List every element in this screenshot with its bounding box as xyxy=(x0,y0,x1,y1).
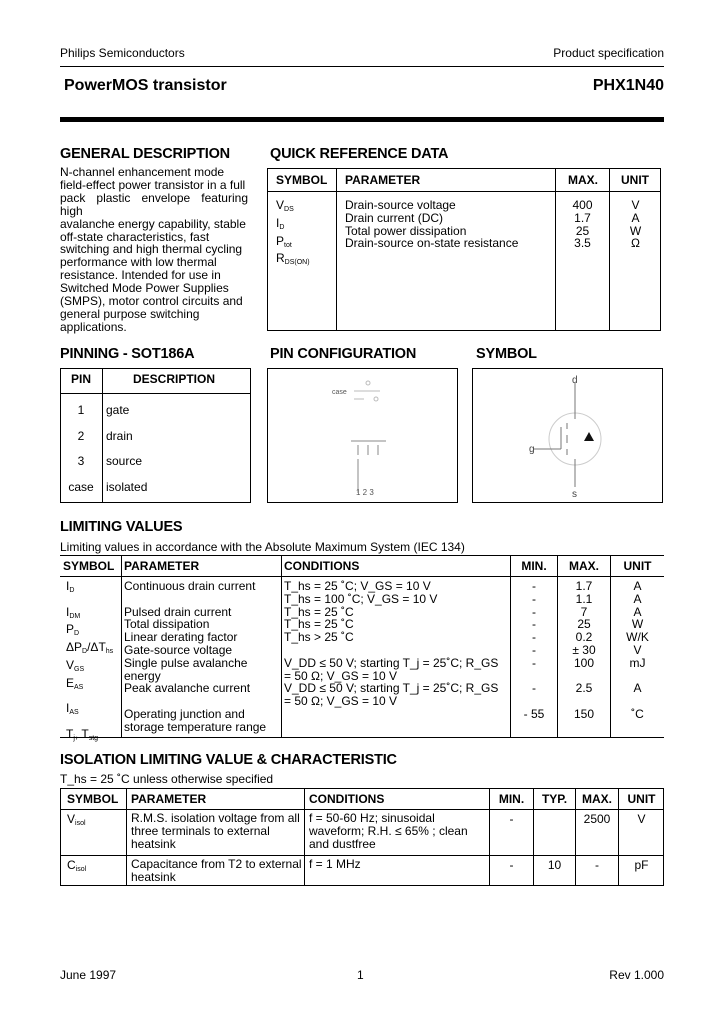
desc-line: off-state characteristics, fast xyxy=(60,229,210,244)
iso-col-unit: UNIT xyxy=(627,792,656,806)
qr-col-parameter: PARAMETER xyxy=(345,173,421,187)
pin-description: isolated xyxy=(106,479,148,494)
qr-max-values xyxy=(556,199,609,250)
lv-symbol: $V_{GS}$ xyxy=(66,657,85,673)
lv-condition: V_DD ≤ 50 V; starting T_j = 25˚C; R_GS = 50 Ω; V_GS = 10 V xyxy=(284,655,499,683)
iso-col-max: MAX. xyxy=(582,792,612,806)
lv-header-rule xyxy=(60,576,664,577)
iso-condition: f = 1 MHz xyxy=(309,857,361,871)
lv-max: 1.1 xyxy=(575,591,593,606)
lv-max: 150 xyxy=(573,706,595,721)
pin-description: drain xyxy=(106,428,133,443)
lv-min: - xyxy=(532,630,536,645)
source-label: s xyxy=(572,489,577,500)
pin-number: 2 xyxy=(77,428,85,443)
lv-max: 25 xyxy=(577,617,591,632)
limiting-values-heading: LIMITING VALUES xyxy=(60,519,183,535)
qr-symbol: $V_{DS}$ xyxy=(276,198,294,213)
lv-unit-values xyxy=(611,580,664,721)
lv-parameter: Linear derating factor xyxy=(124,630,238,645)
package-drawing xyxy=(268,369,457,502)
desc-line: pack plastic envelope featuring high xyxy=(60,190,248,218)
iso-condition: f = 50-60 Hz; sinusoidal waveform; R.H. ≤ 65% ; clean and dustfree xyxy=(309,811,468,851)
iso-row-rule xyxy=(60,855,664,856)
qr-parameter: Drain current (DC) xyxy=(345,210,444,225)
qr-unit: A xyxy=(631,210,640,225)
lv-min: - xyxy=(532,604,536,619)
lv-max: 2.5 xyxy=(575,681,593,696)
pin-number: 1 xyxy=(77,403,85,417)
lv-max: ± 30 xyxy=(572,642,596,657)
desc-line: field-effect power transistor in a full xyxy=(60,177,246,192)
pin-numbers xyxy=(60,398,102,500)
desc-line: (SMPS), motor control circuits and xyxy=(60,294,243,309)
lv-unit: W/K xyxy=(626,630,649,645)
footer-revision: Rev 1.000 xyxy=(609,968,664,982)
pin-configuration-heading: PIN CONFIGURATION xyxy=(270,346,417,362)
lv-divider xyxy=(281,555,282,737)
pin-divider xyxy=(102,368,103,503)
iso-divider xyxy=(304,788,305,886)
case-label: case xyxy=(332,389,347,396)
isolation-subtitle: T_hs = 25 ˚C unless otherwise specified xyxy=(60,772,274,786)
lv-parameter: Total dissipation xyxy=(124,617,210,632)
qr-col-symbol: SYMBOL xyxy=(276,173,328,187)
desc-line: N-channel enhancement mode xyxy=(60,165,225,179)
pin-col-pin: PIN xyxy=(70,372,91,386)
symbol-heading: SYMBOL xyxy=(476,346,537,362)
desc-line: applications. xyxy=(60,319,127,334)
qr-units xyxy=(610,199,661,250)
pins-label: 1 2 3 xyxy=(356,488,374,497)
drain-label: d xyxy=(572,375,578,386)
pin-number: 3 xyxy=(77,454,85,468)
qr-unit: V xyxy=(631,198,640,212)
qr-parameter: Drain-source voltage xyxy=(345,198,456,212)
lv-unit: A xyxy=(633,591,642,606)
lv-max: 7 xyxy=(580,604,588,619)
iso-max: 2500 xyxy=(583,812,611,826)
lv-min: - xyxy=(532,617,536,632)
header-rule xyxy=(60,66,664,67)
lv-condition: T_hs = 25 ˚C; V_GS = 10 V xyxy=(284,579,431,593)
qr-parameter: Drain-source on-state resistance xyxy=(345,236,519,251)
pin-number: case xyxy=(68,479,94,494)
qr-unit: Ω xyxy=(631,236,640,251)
pin-description: gate xyxy=(106,403,130,417)
iso-unit: V xyxy=(637,812,646,826)
lv-condition xyxy=(284,644,509,657)
desc-line: resistance. Intended for use in xyxy=(60,268,221,283)
pin-description: source xyxy=(106,454,143,468)
lv-col-max: MAX. xyxy=(569,559,599,573)
lv-min: - xyxy=(532,579,536,593)
lv-symbol: $I_{AS}$ xyxy=(66,701,79,717)
lv-min: - xyxy=(532,655,536,670)
lv-conditions xyxy=(284,580,509,708)
qr-max: 3.5 xyxy=(574,236,591,251)
iso-divider xyxy=(126,788,127,886)
lv-condition: V_DD ≤ 50 V; starting T_j = 25˚C; R_GS = 50 Ω; V_GS = 10 V xyxy=(284,681,499,709)
qr-divider xyxy=(336,168,337,331)
qr-header-rule xyxy=(267,191,661,192)
lv-min: - 55 xyxy=(523,706,545,721)
lv-condition: T_hs = 100 ˚C; V_GS = 10 V xyxy=(284,591,438,606)
desc-line: performance with low thermal xyxy=(60,255,217,270)
lv-max: 100 xyxy=(573,655,595,670)
lv-max: 1.7 xyxy=(575,579,593,593)
mosfet-symbol-icon xyxy=(473,369,662,502)
lv-unit: A xyxy=(633,681,642,696)
lv-col-min: MIN. xyxy=(521,559,547,573)
iso-unit: pF xyxy=(634,858,649,872)
title-rule xyxy=(60,117,664,122)
qr-unit: W xyxy=(629,223,642,238)
lv-symbol: $I_{DM}$ xyxy=(66,604,81,620)
document-type: Product specification xyxy=(553,46,664,60)
qr-max: 1.7 xyxy=(574,210,591,225)
iso-min: - xyxy=(509,812,514,826)
qr-parameters xyxy=(345,199,518,250)
qr-symbol: $I_D$ xyxy=(276,215,285,231)
lv-bottom-rule xyxy=(60,737,664,738)
lv-min-values xyxy=(511,580,557,721)
lv-condition: T_hs > 25 ˚C xyxy=(284,630,354,645)
lv-symbol: $P_D$ xyxy=(66,622,80,638)
iso-header-rule xyxy=(60,809,664,810)
general-description-heading: GENERAL DESCRIPTION xyxy=(60,146,230,162)
footer-page-number: 1 xyxy=(357,968,364,982)
lv-parameters xyxy=(124,580,279,734)
footer-date: June 1997 xyxy=(60,968,117,982)
lv-parameter: Pulsed drain current xyxy=(124,604,232,619)
qr-symbol: $P_{tot}$ xyxy=(276,233,292,249)
pin-descriptions xyxy=(106,398,147,500)
lv-col-unit: UNIT xyxy=(623,559,652,573)
product-title: PowerMOS transistor xyxy=(64,77,227,94)
lv-condition: T_hs = 25 ˚C xyxy=(284,617,354,632)
part-number: PHX1N40 xyxy=(592,77,664,94)
iso-col-symbol: SYMBOL xyxy=(67,792,119,806)
lv-symbol: $\Delta P_D/\Delta T_{hs}$ xyxy=(66,640,114,656)
quick-reference-heading: QUICK REFERENCE DATA xyxy=(270,146,449,162)
isolation-heading: ISOLATION LIMITING VALUE & CHARACTERISTIC xyxy=(60,752,397,768)
lv-unit: V xyxy=(633,642,642,657)
lv-col-symbol: SYMBOL xyxy=(63,559,115,573)
lv-min: - xyxy=(532,591,536,606)
iso-typ: 10 xyxy=(547,858,562,872)
lv-min: - xyxy=(532,642,536,657)
iso-min: - xyxy=(509,858,514,872)
iso-max: - xyxy=(595,858,599,872)
gate-label: g xyxy=(529,444,535,455)
lv-parameter: Continuous drain current xyxy=(124,579,256,593)
lv-condition: T_hs = 25 ˚C xyxy=(284,604,354,619)
pinning-heading: PINNING - SOT186A xyxy=(60,346,195,362)
desc-line: switching and high thermal cycling xyxy=(60,242,243,257)
pin-col-description: DESCRIPTION xyxy=(133,372,216,386)
iso-col-parameter: PARAMETER xyxy=(131,792,207,806)
lv-col-conditions: CONDITIONS xyxy=(284,559,360,573)
lv-symbol: $E_{AS}$ xyxy=(66,675,84,691)
lv-parameter: Single pulse avalanche energy xyxy=(124,655,248,683)
lv-parameter: Operating junction and storage temperature range xyxy=(124,706,267,734)
iso-parameter: R.M.S. isolation voltage from all three terminals to external heatsink xyxy=(131,811,300,851)
lv-parameter: Peak avalanche current xyxy=(124,681,251,696)
desc-line: Switched Mode Power Supplies xyxy=(60,281,229,296)
qr-col-max: MAX. xyxy=(568,173,598,187)
qr-symbols xyxy=(276,199,310,270)
desc-line: avalanche energy capability, stable xyxy=(60,216,246,231)
qr-max: 25 xyxy=(575,223,590,238)
iso-symbol: $C_{isol}$ xyxy=(67,858,87,873)
lv-top-rule xyxy=(60,555,664,556)
company-name: Philips Semiconductors xyxy=(60,46,185,60)
lv-unit: A xyxy=(633,579,642,593)
lv-symbol: $T_j$, $T_{stg}$ xyxy=(66,726,99,742)
lv-symbols xyxy=(66,580,113,746)
lv-unit: mJ xyxy=(629,655,646,670)
qr-parameter: Total power dissipation xyxy=(345,223,467,238)
lv-parameter: Gate-source voltage xyxy=(124,642,233,657)
lv-unit: ˚C xyxy=(631,706,644,721)
iso-symbol: $V_{isol}$ xyxy=(67,812,86,827)
lv-divider xyxy=(121,555,122,737)
lv-max-values xyxy=(558,580,610,721)
iso-parameter: Capacitance from T2 to external heatsink xyxy=(131,857,302,884)
desc-line: general purpose switching xyxy=(60,306,200,321)
lv-max: 0.2 xyxy=(575,630,593,645)
lv-col-parameter: PARAMETER xyxy=(124,559,200,573)
iso-col-conditions: CONDITIONS xyxy=(309,792,385,806)
lv-unit: A xyxy=(633,604,642,619)
qr-col-unit: UNIT xyxy=(621,173,649,187)
qr-max: 400 xyxy=(572,198,593,212)
lv-min: - xyxy=(532,681,536,696)
lv-symbol: $I_D$ xyxy=(66,579,75,594)
iso-col-typ: TYP. xyxy=(541,792,568,806)
general-description-text xyxy=(60,166,248,334)
pin-header-rule xyxy=(60,393,251,394)
limiting-values-subtitle: Limiting values in accordance with the Absolute Maximum System (IEC 134) xyxy=(60,540,465,554)
qr-symbol: $R_{DS(ON)}$ xyxy=(276,251,310,267)
lv-unit: W xyxy=(631,617,644,632)
iso-col-min: MIN. xyxy=(498,792,525,806)
